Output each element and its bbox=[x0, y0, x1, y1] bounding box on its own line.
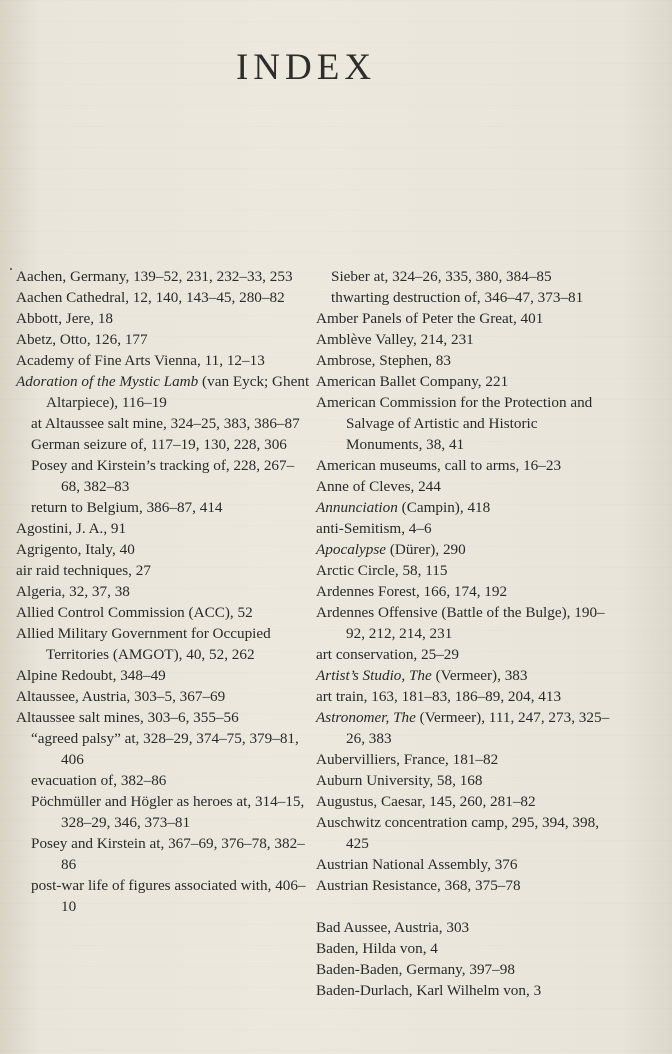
index-entry: Alpine Redoubt, 348–49 bbox=[16, 667, 166, 684]
entry-pages: (van Eyck; Ghent Altarpiece), 116–19 bbox=[46, 373, 310, 411]
index-subentry: Pöchmüller and Högler as heroes at, 314–15, 328–29, 346, 373–81 bbox=[31, 793, 305, 831]
work-title: Apocalypse bbox=[316, 541, 387, 558]
entry-pages: (Campin), 418 bbox=[397, 499, 491, 516]
index-subentry: Posey and Kirstein’s tracking of, 228, 267–68, 382–83 bbox=[31, 457, 295, 495]
index-entry: air raid techniques, 27 bbox=[16, 562, 151, 579]
index-entry: Anne of Cleves, 244 bbox=[316, 478, 441, 495]
index-column-left bbox=[16, 266, 311, 917]
index-entry: Augustus, Caesar, 145, 260, 281–82 bbox=[316, 793, 536, 810]
work-title: Astronomer, The bbox=[316, 709, 416, 726]
index-subentry: return to Belgium, 386–87, 414 bbox=[31, 499, 223, 516]
ink-speck bbox=[10, 268, 12, 270]
entry-pages: (Dürer), 290 bbox=[386, 541, 466, 558]
index-subentry: Posey and Kirstein at, 367–69, 376–78, 382–86 bbox=[31, 835, 305, 873]
index-subentry: German seizure of, 117–19, 130, 228, 306 bbox=[31, 436, 287, 453]
index-entry: Austrian National Assembly, 376 bbox=[316, 856, 518, 873]
index-entry: Baden, Hilda von, 4 bbox=[316, 940, 438, 957]
index-entry: Academy of Fine Arts Vienna, 11, 12–13 bbox=[16, 352, 265, 369]
index-entry: Altaussee salt mines, 303–6, 355–56 bbox=[16, 709, 239, 726]
index-entry: Aachen, Germany, 139–52, 231, 232–33, 253 bbox=[16, 268, 293, 285]
index-entry bbox=[316, 665, 616, 686]
index-entry: Bad Aussee, Austria, 303 bbox=[316, 919, 470, 936]
index-entry: Abbott, Jere, 18 bbox=[16, 310, 114, 327]
index-entry: Aachen Cathedral, 12, 140, 143–45, 280–82 bbox=[16, 289, 285, 306]
work-title: Artist’s Studio, The bbox=[316, 667, 432, 684]
index-entry bbox=[16, 371, 311, 413]
index-subentry: thwarting destruction of, 346–47, 373–81 bbox=[331, 289, 584, 306]
work-title: Annunciation bbox=[316, 499, 398, 516]
index-entry: art conservation, 25–29 bbox=[316, 646, 459, 663]
index-entry: Austrian Resistance, 368, 375–78 bbox=[316, 877, 521, 894]
index-entry: Auschwitz concentration camp, 295, 394, 398, 425 bbox=[316, 814, 600, 852]
index-entry: Aubervilliers, France, 181–82 bbox=[316, 751, 499, 768]
index-entry: Ardennes Offensive (Battle of the Bulge), 190–92, 212, 214, 231 bbox=[316, 604, 605, 642]
index-entry: Baden-Durlach, Karl Wilhelm von, 3 bbox=[316, 982, 542, 999]
entry-pages: (Vermeer), 111, 247, 273, 325–26, 383 bbox=[346, 709, 610, 747]
index-entry: Arctic Circle, 58, 115 bbox=[316, 562, 448, 579]
index-entry: Abetz, Otto, 126, 177 bbox=[16, 331, 148, 348]
index-entry: Altaussee, Austria, 303–5, 367–69 bbox=[16, 688, 226, 705]
index-subentry: post-war life of figures associated with, 406–10 bbox=[31, 877, 306, 915]
index-entry: anti-Semitism, 4–6 bbox=[316, 520, 432, 537]
index-entry: Agostini, J. A., 91 bbox=[16, 520, 127, 537]
index-entry: Ardennes Forest, 166, 174, 192 bbox=[316, 583, 508, 600]
index-entry: Allied Control Commission (ACC), 52 bbox=[16, 604, 253, 621]
index-entry: Allied Military Government for Occupied Territories (AMGOT), 40, 52, 262 bbox=[16, 625, 271, 663]
index-entry: Algeria, 32, 37, 38 bbox=[16, 583, 130, 600]
index-subentry: Sieber at, 324–26, 335, 380, 384–85 bbox=[331, 268, 552, 285]
index-entry: Ambrose, Stephen, 83 bbox=[316, 352, 451, 369]
index-entry: American museums, call to arms, 16–23 bbox=[316, 457, 562, 474]
index-subentry: evacuation of, 382–86 bbox=[31, 772, 167, 789]
entry-pages: (Vermeer), 383 bbox=[431, 667, 528, 684]
page-title: INDEX bbox=[235, 47, 377, 88]
index-entry: Amber Panels of Peter the Great, 401 bbox=[316, 310, 544, 327]
index-entry: Baden-Baden, Germany, 397–98 bbox=[316, 961, 515, 978]
letter-section-gap bbox=[316, 896, 616, 917]
index-entry: American Ballet Company, 221 bbox=[316, 373, 509, 390]
index-entry: Auburn University, 58, 168 bbox=[316, 772, 483, 789]
index-column-right bbox=[316, 266, 616, 1001]
index-subentry: at Altaussee salt mine, 324–25, 383, 386–87 bbox=[31, 415, 300, 432]
index-entry bbox=[316, 707, 616, 749]
index-entry: art train, 163, 181–83, 186–89, 204, 413 bbox=[316, 688, 562, 705]
index-entry: Agrigento, Italy, 40 bbox=[16, 541, 135, 558]
work-title: Adoration of the Mystic Lamb bbox=[16, 373, 199, 390]
index-entry bbox=[316, 497, 616, 518]
index-entry: American Commission for the Protection and Salvage of Artistic and Historic Monuments, 38, 41 bbox=[316, 394, 593, 453]
index-entry bbox=[316, 539, 616, 560]
index-subentry: “agreed palsy” at, 328–29, 374–75, 379–81, 406 bbox=[31, 730, 299, 768]
index-entry: Amblève Valley, 214, 231 bbox=[316, 331, 474, 348]
